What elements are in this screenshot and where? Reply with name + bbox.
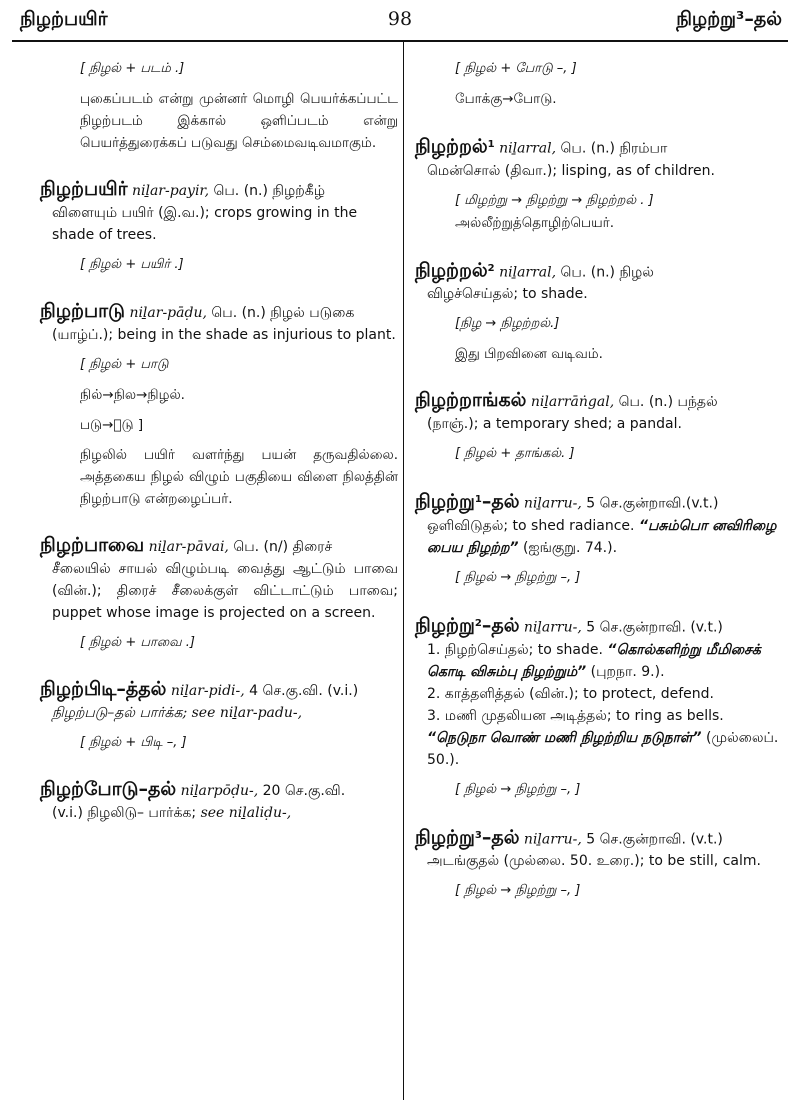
etymology: [ நிழல் + பாடு (80, 357, 169, 372)
definition: பெ. (n/) திரைச் (233, 539, 333, 555)
headword: நிழற்பாடு (40, 300, 125, 322)
headword-suffix: –தல் (481, 614, 520, 637)
definition: 20 செ.கு.வி. (262, 783, 346, 799)
dictionary-entry (415, 825, 783, 873)
header-rule (12, 40, 788, 42)
transliteration: niḻarral, (499, 140, 557, 157)
etymology: [ நிழல் + பாவை .] (80, 635, 195, 650)
citation: (புறநா. 9.). (590, 663, 665, 680)
etymology: [ நிழல் → நிழற்று –, ] (455, 781, 581, 797)
cross-reference: (v.i.) நிழலிடு– பார்க்க; (52, 805, 197, 821)
homonym-number: 1 (487, 139, 495, 150)
sense-1: 1. நிழற்செய்தல்; to shade. (427, 641, 603, 658)
dictionary-entry (40, 778, 398, 824)
headword: நிழற்று (415, 490, 475, 513)
sense-list (415, 639, 783, 771)
literary-quotation: “கொல்களிற்று மீமிசைக் கொடி விசும்பு நிழற்றும்” (427, 641, 761, 680)
entry-note: அல்லீற்றுத்தொழிற்பெயர். (455, 214, 615, 231)
literary-quotation: “நெடுநா வொண் மணி நிழற்றிய நடுநாள்” (427, 729, 702, 746)
headword: நிழற்பயிர் (40, 178, 128, 200)
sense-3 (427, 705, 783, 771)
transliteration: niḻarpōḍu-, (180, 783, 259, 799)
etymology: [ நிழல் + போடு –, ] (455, 61, 577, 76)
definition: மென்சொல் (திவா.); lisping, as of children. (427, 162, 715, 179)
definition (40, 802, 398, 824)
definition-text: ஒளிவிடுதல்; to shed radiance. (427, 517, 635, 534)
transliteration: niḻar-pāḍu, (129, 305, 207, 321)
etymology: [ நிழல் + தாங்கல். ] (455, 446, 575, 462)
etymology: [ நிழல் + பிடி –, ] (80, 735, 187, 750)
etymology: [ மிழற்று → நிழற்று → நிழற்றல் . ] (455, 192, 654, 208)
headword: நிழற்பிடி–த்தல் (40, 678, 167, 700)
etymology: [ நிழல் → நிழற்று –, ] (455, 883, 581, 899)
definition: 4 செ.கு.வி. (v.i.) (249, 683, 359, 699)
headword-suffix: –தல் (481, 490, 520, 513)
etymology: [ நிழல் + படம் .] (80, 61, 185, 76)
definition: 5 செ.குன்றாவி. (v.t.) (586, 831, 723, 848)
right-column (415, 58, 783, 902)
headword: நிழற்றல் (415, 135, 488, 158)
cross-reference: see niḻar-padu-, (191, 705, 303, 721)
headword: நிழற்று (415, 614, 475, 637)
cross-reference: நிழற்படு–தல் பார்க்க; (52, 705, 188, 721)
dictionary-entry (40, 678, 398, 724)
etymology: படு→ாடு ] (80, 417, 144, 433)
headword: நிழற்பாவை (40, 534, 145, 556)
cross-reference: see niḻaliḍu-, (200, 805, 292, 821)
transliteration: niḻarru-, (523, 831, 582, 848)
dictionary-entry (40, 534, 398, 624)
definition: 5 செ.குன்றாவி. (v.t.) (586, 619, 723, 636)
transliteration: niḻar-payir, (131, 183, 210, 199)
transliteration: niḻarru-, (523, 495, 582, 512)
etymology: [ நிழல் → நிழற்று –, ] (455, 569, 581, 585)
etymology: [ நிழல் + பயிர் .] (80, 257, 184, 272)
transliteration: niḻarral, (499, 264, 557, 281)
running-head-left: நிழற்பயிர் (20, 8, 108, 30)
definition (40, 702, 398, 724)
dictionary-entry (415, 258, 783, 306)
homonym-number: 3 (474, 829, 482, 841)
etymology: நில்→நில→நிழல். (80, 387, 185, 403)
citation: (ஐங்குறு. 74.). (522, 539, 618, 556)
homonym-number: 2 (487, 262, 495, 274)
definition: (யாழ்ப்.); being in the shade as injurious to plant. (52, 327, 396, 343)
headword: நிழற்போடு–தல் (40, 778, 177, 800)
definition: பெ. (n.) நிழல் படுகை (211, 305, 355, 321)
sense-2: 2. காத்தளித்தல் (வின்.); to protect, defend. (427, 685, 714, 702)
running-head-right: நிழற்று³–தல் (676, 8, 782, 30)
literary-quotation: “பசும்பொ னவிரிழை பைய நிழற்ற” (427, 517, 777, 556)
dictionary-entry (415, 134, 783, 182)
dictionary-entry (415, 613, 783, 771)
etymology: [நிழ → நிழற்றல்.] (455, 316, 560, 332)
definition: அடங்குதல் (முல்லை. 50. உரை.); to be still, calm. (427, 853, 761, 870)
definition: பெ. (n.) நிழற்கீழ் (213, 183, 326, 199)
transliteration: niḻar-pidi-, (170, 683, 245, 699)
dictionary-entry (40, 300, 398, 346)
definition: (நாஞ்.); a temporary shed; a pandal. (427, 416, 682, 433)
definition: சீலையில் சாயல் விழும்படி வைத்து ஆட்டும் பாவை (வின்.); திரைச் சீலைக்குள் விட்டாட்டும் பாவை; puppet whose image is projected on a screen. (52, 561, 398, 621)
homonym-number: 1 (474, 494, 482, 506)
citation: (முல்லைப். 50.). (427, 729, 779, 768)
definition: பெ. (n.) நிழல் (560, 264, 654, 281)
transliteration: niḻarrāṅgal, (530, 394, 615, 411)
definition: பெ. (n.) நிரம்பா (560, 140, 668, 157)
definition: விளையும் பயிர் (இ.வ.); crops growing in the shade of trees. (52, 205, 358, 243)
definition: 5 செ.குன்றாவி.(v.t.) (586, 495, 719, 512)
homonym-number: 2 (474, 617, 482, 629)
definition: விழச்செய்தல்; to shade. (427, 286, 588, 303)
dictionary-entry (40, 178, 398, 246)
entry-note: இது பிறவினை வடிவம். (455, 346, 603, 363)
headword-suffix: –தல் (481, 826, 520, 849)
column-divider (403, 42, 404, 1100)
entry-note: புகைப்படம் என்று முன்னர் மொழி பெயர்க்கப்பட்ட நிழற்படம் இக்கால் ஒளிப்படம் என்று பெயர்த்துரைக்கப் படுவது செம்மைவடிவமாகும். (80, 91, 398, 151)
entry-note: போக்கு→போடு. (455, 91, 557, 107)
headword: நிழற்றாங்கல் (415, 389, 527, 412)
transliteration: niḻarru-, (523, 619, 582, 636)
dictionary-entry (415, 389, 783, 435)
left-column (40, 58, 398, 824)
dictionary-entry (415, 489, 783, 559)
sense-3-text: 3. மணி முதலியன அடித்தல்; to ring as bells. (427, 707, 724, 724)
page-number: 98 (387, 8, 413, 30)
definition: பெ. (n.) பந்தல் (618, 394, 718, 411)
entry-note: நிழலில் பயிர் வளர்ந்து பயன் தருவதில்லை. அத்தகைய நிழல் விழும் பகுதியை விளை நிலத்தின் நிழற்பாடு என்றழைப்பர். (80, 447, 398, 507)
headword: நிழற்று (415, 826, 475, 849)
headword: நிழற்றல் (415, 259, 488, 282)
definition (415, 515, 783, 559)
transliteration: niḻar-pāvai, (148, 539, 229, 555)
